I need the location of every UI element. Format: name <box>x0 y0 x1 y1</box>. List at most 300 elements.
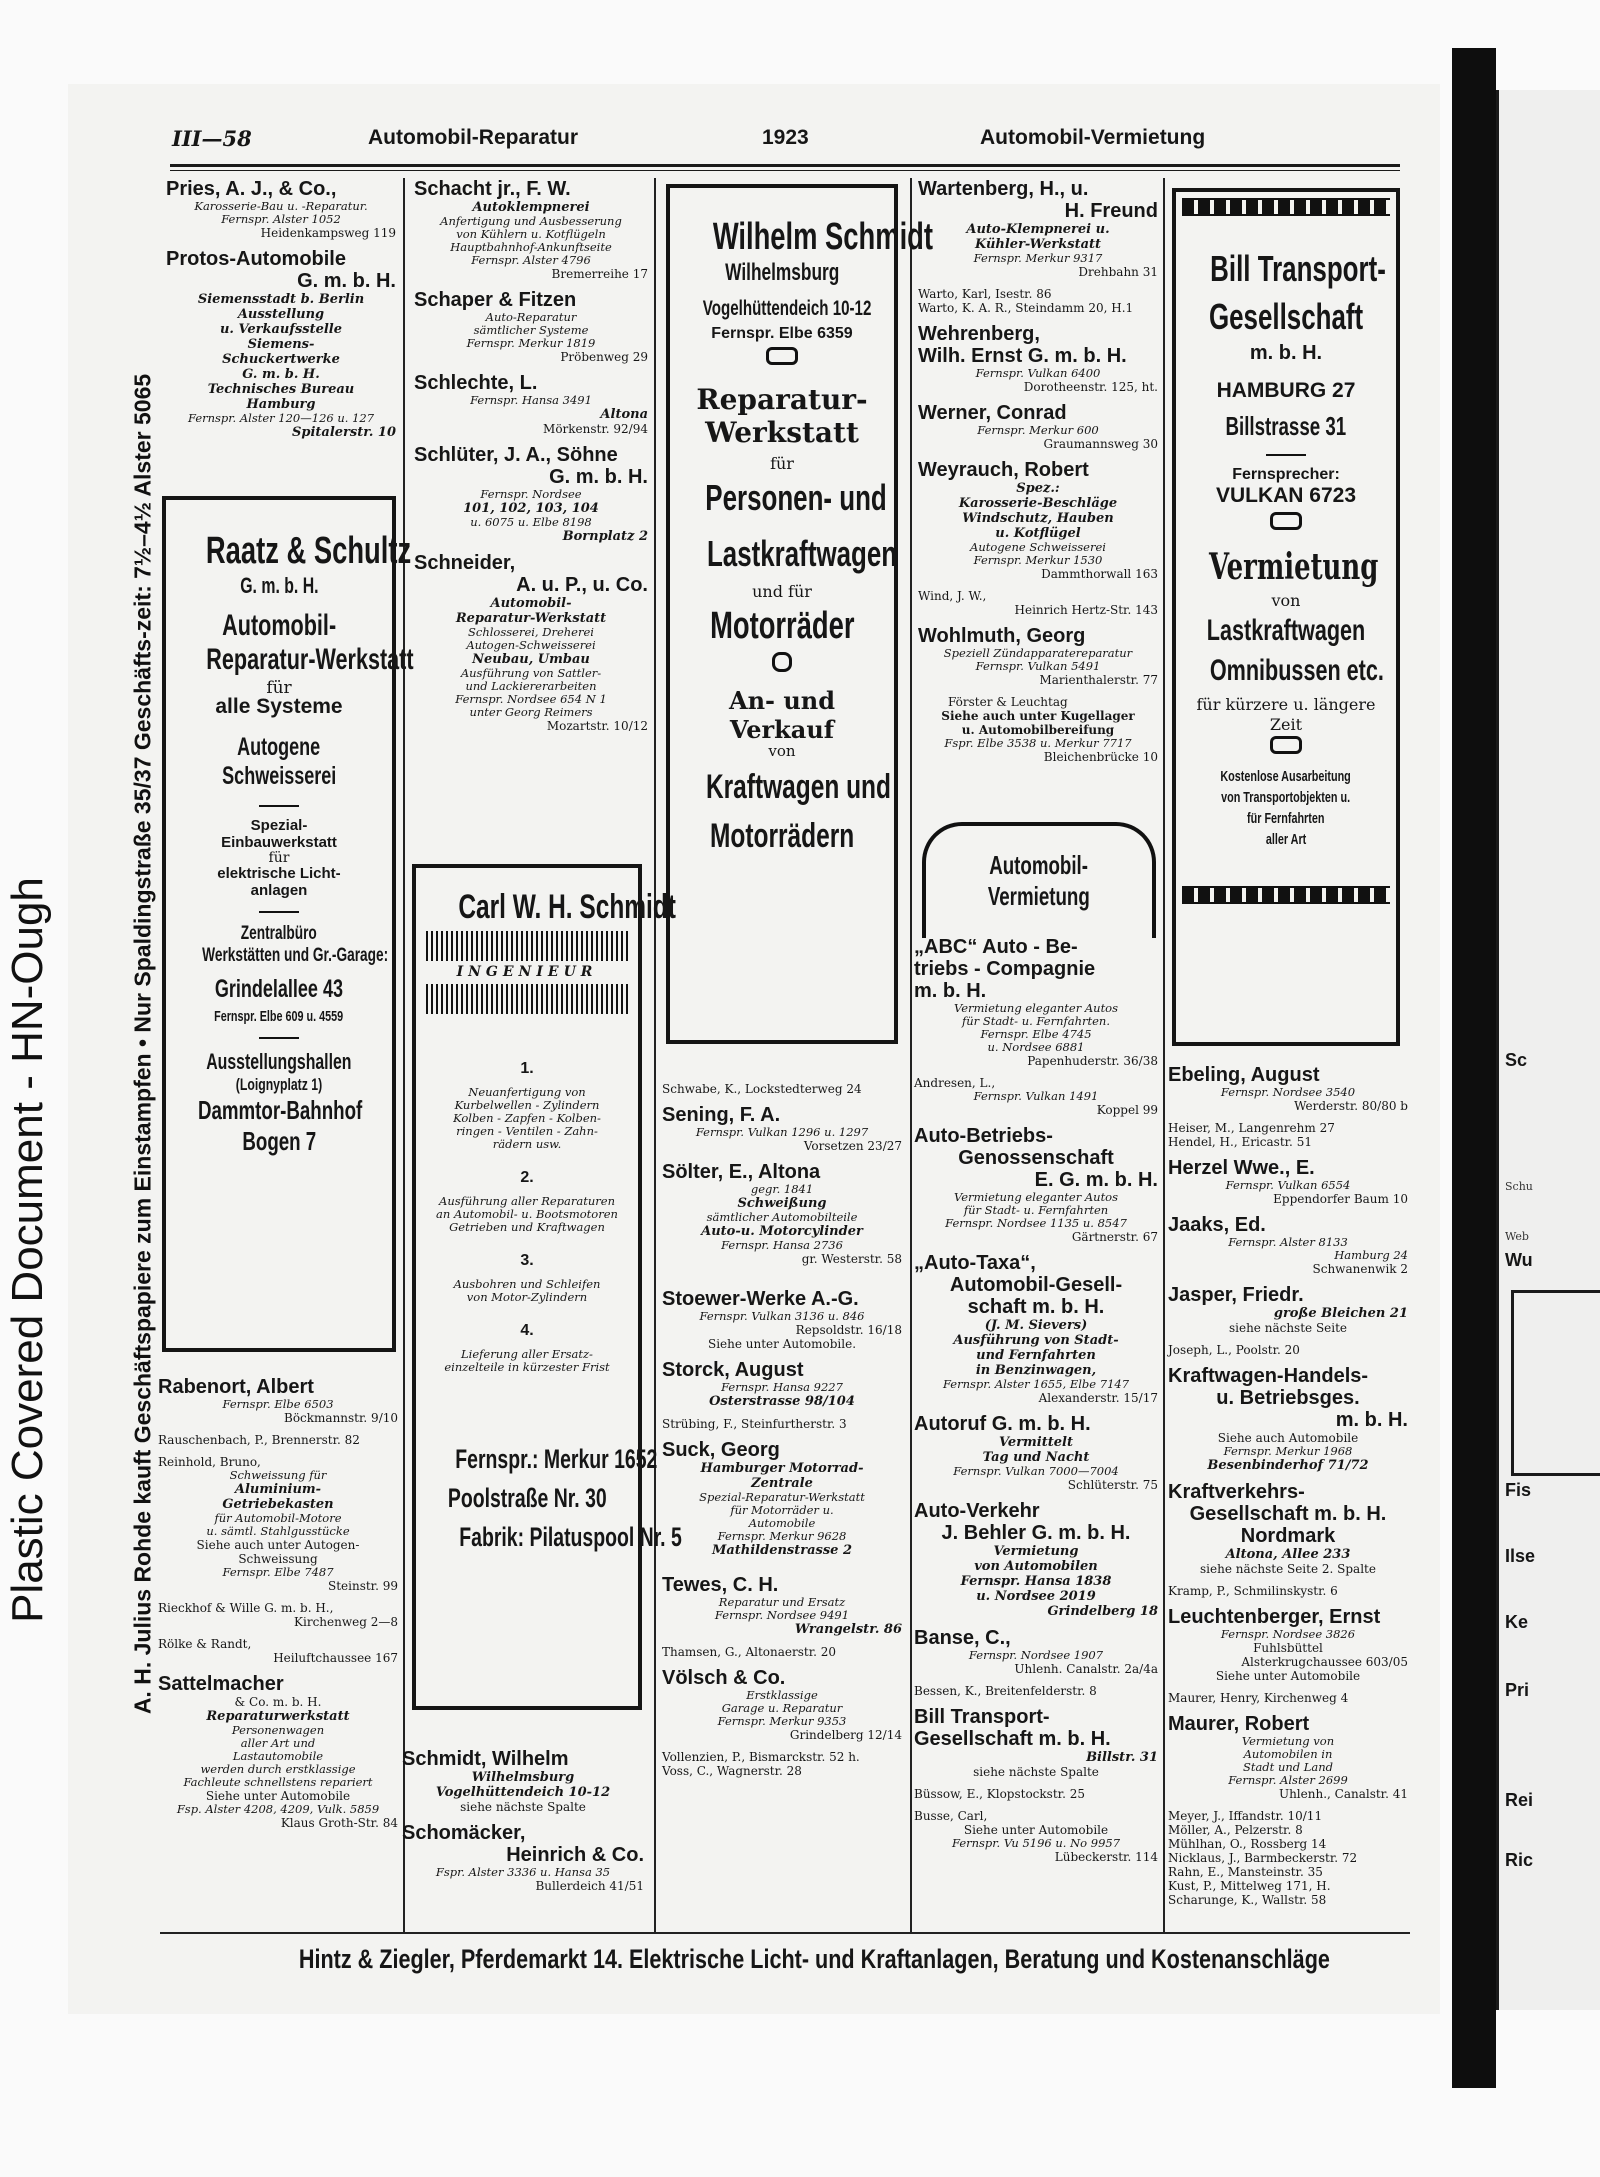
ad-ornament <box>772 652 792 672</box>
entry-address: Koppel 99 <box>1096 1103 1158 1117</box>
entry-line: Siehe unter Automobile <box>1215 1669 1361 1683</box>
column-divider <box>910 178 912 1933</box>
ad-line: Dammtor-Bahnhof <box>197 1095 363 1125</box>
ad-ornament <box>1270 736 1302 754</box>
entry-stoewer <box>662 1288 902 1351</box>
entry-address: Besenbinderhof 71/72 <box>1207 1458 1369 1473</box>
ad-line: Vermietung <box>1208 546 1379 588</box>
entry-line: Siehe unter Automobile. <box>707 1337 857 1351</box>
ad-line: Kolben - Zapfen - Kolben- <box>453 1111 601 1125</box>
entry-address: große Bleichen 21 <box>1273 1306 1408 1321</box>
ad-line: für kürzere u. längere <box>1196 695 1376 714</box>
ad-line: Lastkraftwagen <box>1206 614 1366 647</box>
entry-name: Schacht jr., F. W. <box>414 178 571 200</box>
entry-line: Hendel, H., Ericastr. 51 <box>1168 1135 1312 1149</box>
entry-line: Kramp, P., Schmilinskystr. 6 <box>1168 1584 1338 1598</box>
entry-name: Jaaks, Ed. <box>1168 1214 1266 1236</box>
entry-name: A. u. P., u. Co. <box>516 574 648 596</box>
entry-auto-betriebs <box>914 1125 1158 1244</box>
entry-line: Anfertigung und Ausbesserung <box>440 214 622 228</box>
entry-line: Altona <box>600 407 648 422</box>
entry-address: Werderstr. 80/80 b <box>1294 1099 1408 1113</box>
entry-address: gr. Westerstr. 58 <box>801 1252 902 1266</box>
section-heading: Vermietung <box>988 881 1090 911</box>
entry-name: Schmidt, Wilhelm <box>402 1748 569 1770</box>
entry-line: Auto-Reparatur <box>485 310 577 324</box>
entry-name: Leuchtenberger, Ernst <box>1168 1606 1381 1628</box>
entry-line: Ausstellung <box>237 307 325 322</box>
entry-line: Fernspr. Alster 2699 <box>1228 1773 1348 1787</box>
entry-address: Grindelberg 18 <box>1047 1604 1158 1619</box>
entry-name: Sattelmacher <box>158 1673 284 1695</box>
ad-line: rädern usw. <box>492 1137 562 1151</box>
entry-line: in Benzinwagen, <box>975 1363 1097 1378</box>
ad-line: einzelteile in kürzester Frist <box>444 1360 610 1374</box>
entry-line: Fernspr. Hansa 1838 <box>960 1574 1112 1589</box>
adjacent-line: Rei <box>1505 1790 1534 1810</box>
ad-line: von <box>768 742 796 760</box>
adjacent-line: Wu <box>1505 1250 1533 1270</box>
entry-name: Gesellschaft m. b. H. <box>1189 1503 1387 1525</box>
adjacent-line: Ric <box>1505 1850 1534 1870</box>
entry-protos <box>166 248 396 440</box>
ad-line: für <box>266 678 292 698</box>
entry-address: Heidenkampsweg 119 <box>260 226 396 240</box>
entry-name: „ABC“ Auto - Be- <box>914 936 1078 958</box>
entry-name: Wohlmuth, Georg <box>918 625 1086 647</box>
ad-line: Lieferung aller Ersatz- <box>461 1347 593 1361</box>
ad-line: von <box>1271 591 1301 610</box>
entry-address: Vorsetzen 23/27 <box>803 1139 902 1153</box>
entry-name: triebs - Compagnie <box>914 958 1096 980</box>
ad-line: HAMBURG 27 <box>1216 379 1356 402</box>
ad-title: Bill Transport- <box>1210 248 1386 289</box>
entry-line: Reparatur-Werkstatt <box>455 611 607 626</box>
entry-line: Hamburg 24 <box>1334 1248 1408 1262</box>
footer-advert: Hintz & Ziegler, Pferdemarkt 14. Elektrische Licht- und Kraftanlagen, Beratung und Kostenanschläge <box>298 1944 1330 1974</box>
ad-line: anlagen <box>250 882 308 899</box>
entry-name: Wartenberg, H., u. <box>918 178 1089 200</box>
ad-line: Verkauf <box>729 715 835 744</box>
entry-line: Fernspr. Merkur 9628 <box>717 1529 847 1543</box>
entry-address: Lübeckerstr. 114 <box>1054 1850 1158 1864</box>
entry-line: Warto, K. A. R., Steindamm 20, H.1 <box>918 301 1134 315</box>
entry-line: Fernspr. Nordsee 3826 <box>1220 1627 1356 1641</box>
ad-line: Kurbelwellen - Zylindern <box>454 1098 600 1112</box>
ad-line: an Automobil- u. Bootsmotoren <box>436 1207 618 1221</box>
entry-line: Zentrale <box>751 1476 813 1491</box>
entry-line: Joseph, L., Poolstr. 20 <box>1168 1343 1300 1357</box>
entry-name: Maurer, Robert <box>1168 1713 1310 1735</box>
entry-name: Banse, C., <box>914 1627 1011 1649</box>
entry-line: Thamsen, G., Altonaerstr. 20 <box>662 1645 837 1659</box>
entry-name: Werner, Conrad <box>918 402 1067 424</box>
entry-name: Auto-Betriebs- <box>914 1125 1053 1147</box>
ad-line: Fernspr. Elbe 6359 <box>711 325 853 342</box>
entry-address: Eppendorfer Baum 10 <box>1273 1192 1408 1206</box>
column-4-lower <box>914 936 1158 1864</box>
entry-line: Vermietung <box>993 1544 1079 1559</box>
entry-line: Fernspr. Vulkan 6554 <box>1225 1178 1351 1192</box>
ad-line: Werkstatt <box>705 416 859 449</box>
ad-ornament <box>1182 198 1390 216</box>
section-heading: Automobil- <box>989 850 1089 880</box>
entry-line: Vogelhüttendeich 10-12 <box>435 1785 611 1800</box>
ad-line: ringen - Ventilen - Zahn- <box>456 1124 598 1138</box>
entry-line: Möller, A., Pelzerstr. 8 <box>1168 1823 1303 1837</box>
entry-name: Heinrich & Co. <box>506 1844 644 1866</box>
entry-name: G. m. b. H. <box>297 270 396 292</box>
entry-line: siehe nächste Spalte <box>973 1765 1099 1779</box>
entry-address: Graumannsweg 30 <box>1043 437 1158 451</box>
entry-name: Schlüter, J. A., Söhne <box>414 444 618 466</box>
entry-line: Fernspr. Nordsee 654 N 1 <box>455 692 607 706</box>
entry-address: Mörkenstr. 92/94 <box>543 422 648 436</box>
entry-name: Protos-Automobile <box>166 248 346 270</box>
entry-kvg-nordmark <box>1168 1481 1408 1576</box>
entry-line: Fspr. Alster 3336 u. Hansa 35 <box>435 1865 611 1879</box>
header-rule <box>170 164 1400 167</box>
entry-line: Autogene Schweisserei <box>970 540 1106 554</box>
entry-name: Autoruf G. m. b. H. <box>914 1413 1091 1435</box>
entry-rieckhof <box>158 1601 398 1629</box>
entry-ebeling <box>1168 1064 1408 1113</box>
entry-line: Siehe unter Automobile <box>205 1789 351 1803</box>
entry-line: werden durch erstklassige <box>200 1762 356 1776</box>
entry-kraftwagen <box>1168 1365 1408 1473</box>
entry-line: Rauschenbach, P., Brennerstr. 82 <box>158 1433 360 1447</box>
entry-name: Auto-Verkehr <box>914 1500 1040 1522</box>
entry-line: Vermittelt <box>999 1435 1073 1450</box>
adjacent-line: Sc <box>1505 1050 1528 1070</box>
entry-autoruf <box>914 1413 1158 1492</box>
entry-line: & Co. m. b. H. <box>234 1695 322 1709</box>
entry-line: Tag und Nacht <box>982 1450 1090 1465</box>
entry-line: Schwabe, K., Lockstedterweg 24 <box>662 1082 862 1096</box>
entry-jaaks <box>1168 1214 1408 1276</box>
column-1 <box>166 178 396 448</box>
entry-weyrauch <box>918 459 1158 581</box>
ad-line: Fernsprecher: <box>1232 466 1340 483</box>
adjacent-page <box>1496 90 1600 2010</box>
entry-schmidt-wilhelm <box>402 1748 644 1814</box>
ad-line: und für <box>752 582 812 601</box>
ad-line: Zentralbüro <box>240 923 318 944</box>
entry-name: Herzel Wwe., E. <box>1168 1157 1315 1179</box>
ad-line: alle Systeme <box>215 695 343 718</box>
entry-line: Fernspr. Vulkan 5491 <box>975 659 1101 673</box>
entry-name: Sölter, E., Altona <box>662 1161 821 1183</box>
entry-name: Weyrauch, Robert <box>918 459 1089 481</box>
entry-line: gegr. 1841 <box>750 1182 814 1196</box>
entry-name: Nordmark <box>1240 1525 1336 1547</box>
entry-line: Fspr. Elbe 3538 u. Merkur 7717 <box>944 736 1132 750</box>
entry-line: Fernspr. Alster 120—126 u. 127 <box>187 411 375 425</box>
entry-name: Gesellschaft m. b. H. <box>914 1728 1111 1750</box>
ad-line: Motorräder <box>709 605 855 647</box>
entry-name: schaft m. b. H. <box>967 1296 1105 1318</box>
column-divider <box>654 178 656 1933</box>
entry-line: Getriebekasten <box>222 1497 334 1512</box>
entry-line: Fernspr. Merkur 1968 <box>1223 1444 1353 1458</box>
entry-address: Pröbenweg 29 <box>560 350 648 364</box>
entry-line: Siemens- <box>247 337 315 352</box>
entry-line: Maurer, Henry, Kirchenweg 4 <box>1168 1691 1349 1705</box>
ad-line: Fabrik: Pilatuspool Nr. 5 <box>459 1522 682 1552</box>
ad-title: Carl W. H. Schmidt <box>458 888 676 926</box>
ad-line: Getrieben und Kraftwagen <box>449 1220 605 1234</box>
ad-line: Kraftwagen und <box>705 768 891 806</box>
entry-schlechte <box>414 372 648 436</box>
entry-address: Repsoldstr. 16/18 <box>795 1323 902 1337</box>
entry-name: Busse, Carl, <box>914 1809 988 1823</box>
entry-address: Bremerreihe 17 <box>551 267 648 281</box>
header-left: Automobil-Reparatur <box>368 126 578 149</box>
entry-name: Bill Transport- <box>914 1706 1050 1728</box>
ad-divider <box>1266 454 1306 456</box>
entry-schaper <box>414 289 648 364</box>
ad-title: Gesellschaft <box>1208 296 1364 337</box>
adjacent-frame <box>1511 1290 1600 1476</box>
entry-line: Hamburger Motorrad- <box>700 1461 864 1476</box>
entry-line: Personenwagen <box>231 1723 325 1737</box>
entry-line: Fernspr. Elbe 7487 <box>222 1565 334 1579</box>
header-year: 1923 <box>762 126 809 149</box>
entry-line: Siehe auch Automobile <box>1217 1431 1359 1445</box>
header-rule-thin <box>170 170 1400 171</box>
ad-raatz-schultz <box>162 496 414 1352</box>
ad-line: Ausführung aller Reparaturen <box>439 1194 615 1208</box>
ad-divider <box>259 1037 299 1039</box>
entry-line: Heiser, M., Langenrehm 27 <box>1168 1121 1335 1135</box>
ad-line: Fernspr. Elbe 609 u. 4559 <box>214 1008 344 1025</box>
entry-abc <box>914 936 1158 1068</box>
vertical-advert-strip: A. H. Julius Rohde kauft Geschäftspapiere zum Einstampfen • Nur Spaldingstraße 35/37 Geschäfts-zeit: 7½–4½ Alster 5065 <box>129 373 156 1714</box>
entry-line: Bessen, K., Breitenfelderstr. 8 <box>914 1684 1097 1698</box>
entry-auto-verkehr <box>914 1500 1158 1619</box>
entry-wohlmuth <box>918 625 1158 687</box>
entry-line: Voss, C., Wagnerstr. 28 <box>662 1764 802 1778</box>
entry-line: Fuhlsbüttel <box>1253 1641 1323 1655</box>
entry-line: Fernspr. Merkur 1530 <box>973 553 1103 567</box>
column-1-lower <box>158 1376 398 1838</box>
entry-line: für Stadt- u. Fernfahrten. <box>962 1014 1110 1028</box>
entry-line: Reparatur und Ersatz <box>718 1595 846 1609</box>
entry-address: Klaus Groth-Str. 84 <box>280 1816 398 1830</box>
entry-address: Uhlenh. Canalstr. 2a/4a <box>1014 1662 1158 1676</box>
entry-line: Fernspr. Nordsee 1907 <box>968 1648 1104 1662</box>
entry-line: Fernspr. Vulkan 1491 <box>973 1089 1099 1103</box>
entry-line: Mathildenstrasse 2 <box>711 1543 853 1558</box>
entry-line: Fernspr. Nordsee 9491 <box>714 1608 850 1622</box>
entry-line: Fernspr. Alster 8133 <box>1228 1235 1348 1249</box>
entry-line: Hamburg <box>246 397 316 412</box>
entry-line: Warto, Karl, Isestr. 86 <box>918 287 1052 301</box>
entry-line: Siehe unter Automobile <box>963 1823 1109 1837</box>
entry-name: Rieckhof & Wille G. m. b. H., <box>158 1601 334 1615</box>
column-5-lower <box>1168 1064 1408 1907</box>
entry-line: Automobilen in <box>1243 1747 1333 1761</box>
ad-line: Fernspr.: Merkur 1652 <box>455 1444 658 1474</box>
entry-line: von Kühlern u. Kotflügeln <box>456 227 606 241</box>
entry-address: Mozartstr. 10/12 <box>546 719 648 733</box>
ad-line: INGENIEUR <box>456 964 598 980</box>
entry-line: siehe nächste Spalte <box>460 1800 586 1814</box>
entry-address: Heiluftchaussee 167 <box>273 1651 398 1665</box>
entry-suck <box>662 1439 902 1558</box>
entry-line: Fernspr. Merkur 9353 <box>717 1714 847 1728</box>
ad-line: Grindelallee 43 <box>214 975 344 1003</box>
entry-address: Wrangelstr. 86 <box>794 1622 902 1637</box>
ad-line: für <box>770 454 794 473</box>
entry-line: siehe nächste Seite <box>1228 1321 1348 1335</box>
entry-line: für Motorräder u. <box>730 1503 834 1517</box>
ad-line: Autogene <box>237 733 321 761</box>
entry-line: Meyer, J., Iffandstr. 10/11 <box>1168 1809 1323 1823</box>
ad-line: Motorrädern <box>709 817 855 855</box>
entry-line: 101, 102, 103, 104 <box>463 501 599 516</box>
entry-address: Schwanenwik 2 <box>1312 1262 1408 1276</box>
entry-line: Fernspr. Hansa 2736 <box>721 1238 843 1252</box>
entry-address: Kirchenweg 2—8 <box>294 1615 398 1629</box>
entry-rolke <box>158 1637 398 1665</box>
entry-line: u. Kotflügel <box>995 526 1081 541</box>
entry-line: Schlosserei, Dreherei <box>468 625 594 639</box>
entry-line: Kühler-Werkstatt <box>974 237 1102 252</box>
entry-line: Vollenzien, P., Bismarckstr. 52 h. <box>662 1750 860 1764</box>
entry-line: Fernspr. Vulkan 1296 u. 1297 <box>695 1125 869 1139</box>
entry-line: Fernspr. Merkur 1819 <box>466 336 596 350</box>
ad-title: Raatz & Schultz <box>205 530 412 572</box>
adjacent-line: Web <box>1505 1230 1529 1243</box>
entry-line: Speziell Zündapparatereparatur <box>943 646 1133 660</box>
entry-name: Andresen, L., <box>914 1076 996 1090</box>
column-4 <box>918 178 1158 772</box>
entry-line: Fsp. Alster 4208, 4209, Vulk. 5859 <box>176 1802 380 1816</box>
entry-line: Siehe auch unter Kugellager <box>941 709 1135 723</box>
ad-line: VULKAN 6723 <box>1215 484 1357 507</box>
entry-leuchtenberger <box>1168 1606 1408 1683</box>
entry-line: Fernspr. Merkur 9317 <box>973 251 1103 265</box>
entry-line: Lastautomobile <box>232 1749 324 1763</box>
entry-wartenberg <box>918 178 1158 279</box>
column-3-lower <box>662 1082 902 1778</box>
entry-line: Rahn, E., Mansteinstr. 35 <box>1168 1865 1323 1879</box>
entry-line: Autogen-Schweisserei <box>466 638 596 652</box>
column-2 <box>414 178 648 741</box>
ad-line: Bogen 7 <box>242 1126 316 1156</box>
entry-line: Fernspr. Vulkan 3136 u. 846 <box>699 1309 865 1323</box>
adjacent-line: Pri <box>1505 1680 1530 1700</box>
entry-line: Fernspr. Hansa 9227 <box>721 1380 843 1394</box>
ad-line: 3. <box>520 1252 534 1269</box>
footer-rule <box>160 1932 1410 1934</box>
entry-line: Fernspr. Vu 5196 u. No 9957 <box>951 1836 1121 1850</box>
entry-name: Ebeling, August <box>1168 1064 1320 1086</box>
entry-line: für Automobil-Motore <box>214 1511 342 1525</box>
ad-line: Zeit <box>1269 715 1303 734</box>
entry-line: G. m. b. H. <box>242 367 320 382</box>
entry-voelsch <box>662 1667 902 1742</box>
entry-name: Tewes, C. H. <box>662 1574 779 1596</box>
entry-line: (J. M. Sievers) <box>984 1318 1088 1333</box>
entry-address: Grindelberg 12/14 <box>789 1728 902 1742</box>
entry-wehrenberg <box>918 323 1158 394</box>
entry-line: Kust, P., Mittelweg 171, H. <box>1168 1879 1331 1893</box>
entry-herzel <box>1168 1157 1408 1206</box>
entry-address: Spitalerstr. 10 <box>291 425 396 440</box>
entry-line: Nicklaus, J., Barmbeckerstr. 72 <box>1168 1851 1358 1865</box>
entry-name: Völsch & Co. <box>662 1667 786 1689</box>
entry-line: Neubau, Umbau <box>472 652 590 667</box>
entry-line: Hauptbahnhof-Ankunftseite <box>450 240 612 254</box>
entry-auto-taxa <box>914 1252 1158 1405</box>
entry-line: Autoklempnerei <box>472 200 590 215</box>
entry-line: Fernspr. Nordsee 1135 u. 8547 <box>945 1216 1127 1230</box>
page-number: III—58 <box>172 126 252 151</box>
entry-line: Siemensstadt b. Berlin <box>197 292 365 307</box>
ad-line: Reparatur-Werkstatt <box>206 643 414 676</box>
entry-reinhold <box>158 1455 398 1593</box>
entry-name: Schneider, <box>414 552 516 574</box>
ad-line: aller Art <box>1265 831 1307 848</box>
entry-line: Ausführung von Sattler- <box>460 666 602 680</box>
entry-jasper <box>1168 1284 1408 1335</box>
section-heading-frame <box>922 822 1156 938</box>
entry-line: Technisches Bureau <box>207 382 355 397</box>
entry-schacht <box>414 178 648 281</box>
entry-line: Fernspr. Elbe 6503 <box>222 1397 334 1411</box>
ad-line: G. m. b. H. <box>239 573 319 598</box>
entry-name: Genossenschaft <box>958 1147 1114 1169</box>
ad-line: Kostenlose Ausarbeitung <box>1220 768 1352 785</box>
ad-ornament <box>426 984 628 1014</box>
entry-address: Böckmannstr. 9/10 <box>284 1411 398 1425</box>
entry-address: Dorotheenstr. 125, ht. <box>1023 380 1158 394</box>
ad-line: Werkstätten und Gr.-Garage: <box>202 945 389 966</box>
ad-line: elektrische Licht- <box>217 865 341 882</box>
adjacent-line: Schu <box>1505 1180 1533 1193</box>
entry-line: u. Nordsee 2019 <box>976 1589 1096 1604</box>
entry-line: Fernspr. Merkur 600 <box>977 423 1099 437</box>
header-right: Automobil-Vermietung <box>980 126 1206 149</box>
ad-line: 1. <box>520 1060 534 1077</box>
entry-line: unter Georg Reimers <box>469 705 593 719</box>
entry-line: Scharunge, K., Wallstr. 58 <box>1168 1893 1327 1907</box>
entry-line: Fernspr. Alster 1655, Elbe 7147 <box>942 1377 1130 1391</box>
entry-rabenort <box>158 1376 398 1425</box>
entry-name: „Auto-Taxa“, <box>914 1252 1036 1274</box>
entry-soelter <box>662 1161 902 1266</box>
entry-line: Karosserie-Bau u. -Reparatur. <box>194 199 368 213</box>
entry-line: für Stadt- u. Fernfahrten <box>963 1203 1109 1217</box>
entry-line: Schweissung <box>238 1552 318 1566</box>
entry-name: Reinhold, Bruno, <box>158 1455 261 1469</box>
entry-address: Bullerdeich 41/51 <box>535 1879 644 1893</box>
entry-line: von Automobilen <box>974 1559 1098 1574</box>
ad-line: An- und <box>728 686 836 715</box>
entry-line: Fernspr. Hansa 3491 <box>470 393 592 407</box>
entry-name: m. b. H. <box>914 980 987 1002</box>
entry-banse <box>914 1627 1158 1676</box>
entry-name: Rölke & Randt, <box>158 1637 252 1651</box>
binding-edge <box>1452 48 1496 2088</box>
entry-line: Strübing, F., Steinfurtherstr. 3 <box>662 1417 847 1431</box>
entry-line: Wilhelmsburg <box>471 1770 575 1785</box>
entry-andresen <box>914 1076 1158 1117</box>
entry-sening <box>662 1104 902 1153</box>
cover-label: Plastic Covered Document - HN-Ough <box>3 877 52 1623</box>
